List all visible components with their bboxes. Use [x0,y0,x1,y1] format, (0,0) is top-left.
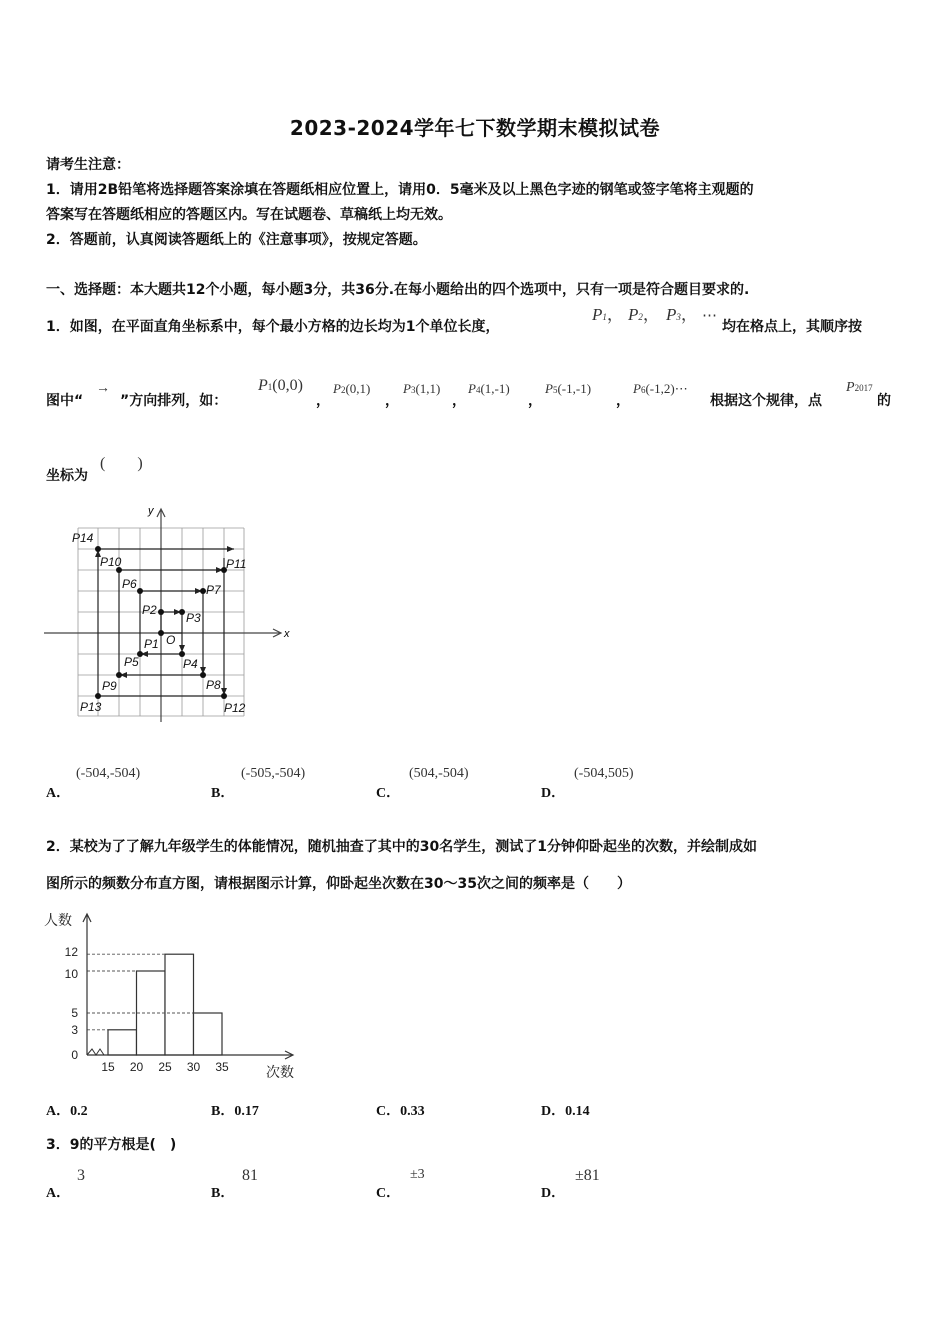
q1-p2: P2， [628,305,660,324]
q1-option-b-letter: B． [211,786,235,801]
p6-label: P6 [122,577,137,591]
hist-y-tick-5: 5 [71,1006,78,1020]
hist-x-tick-15: 15 [101,1060,115,1074]
p5-label: P5 [124,655,139,669]
hist-x-tick-30: 30 [186,1060,201,1074]
p14-label: P14 [72,531,94,545]
q1-option-a-letter: A． [46,786,71,801]
p2-label: P2 [142,603,157,617]
p8-label: P8 [206,678,221,692]
q2-histogram [40,905,305,1085]
p10-label: P10 [100,555,122,569]
p9-label: P9 [102,679,117,693]
q1-comma-1: ， [316,393,330,409]
hist-bar-20-25 [137,971,166,1055]
hist-axis-break-icon [87,1049,108,1055]
q2-option-d: D．0.14 [541,1104,590,1119]
q3-option-a-value: 3 [77,1167,85,1184]
hist-x-label: 次数 [266,1064,294,1080]
q1-paren: ( ) [100,455,143,472]
q1-p2017: P2017 [846,380,873,395]
q1-option-c-value: (504,-504) [409,766,469,781]
q1-coordinate-figure [40,500,300,725]
q1-text-a: 1．如图，在平面直角坐标系中，每个最小方格的边长均为1个单位长度， [46,319,500,335]
y-axis-label: y [148,505,154,517]
q3-option-d-value: ±81 [575,1167,600,1184]
q1-option-b-value: (-505,-504) [241,766,306,781]
hist-y-tick-12: 12 [64,945,78,960]
q1-text-b: 均在格点上，其顺序按 [722,319,862,335]
p1-label: P1 [144,637,159,651]
q2-option-c: C．0.33 [376,1104,425,1119]
q1-arrow: → [96,381,110,396]
q1-ellipsis: ⋯ [702,308,717,324]
p4-label: P4 [183,657,198,671]
q1-pt3: P3(1,1) [403,381,441,396]
hist-bar-25-30 [165,954,194,1055]
q3-text: 3．9的平方根是( ) [46,1137,177,1153]
q1-p1: P1， [592,305,624,324]
hist-y-label: 人数 [44,912,72,928]
q1-p3: P3， [666,305,698,324]
p11-label: P11 [226,557,247,571]
q2-line1: 2．某校为了了解九年级学生的体能情况，随机抽查了其中的30名学生，测试了1分钟仰卧起坐的次数，并绘制成如 [46,839,757,855]
q2-line2: 图所示的频数分布直方图，请根据图示计算，仰卧起坐次数在30～35次之间的频率是（ ） [46,876,631,892]
p13-label: P13 [80,700,102,714]
q3-option-c-value: ±3 [410,1167,425,1182]
q1-pt2: P2(0,1) [333,381,371,396]
q1-comma-4: ， [528,393,542,409]
notice-item2: 2．答题前，认真阅读答题纸上的《注意事项》，按规定答题。 [46,232,427,248]
hist-x-tick-20: 20 [129,1060,144,1074]
q1-option-c-letter: C． [376,786,401,801]
q2-option-a: A．0.2 [46,1104,88,1119]
q1-pt1: P1(0,0) [258,377,303,394]
q1-option-d-letter: D． [541,786,566,801]
notice-heading: 请考生注意： [46,157,130,173]
q1-comma-2: ， [385,393,399,409]
q3-option-d-letter: D． [541,1186,566,1201]
q1-pt5: P5(-1,-1) [545,381,592,396]
origin-label: O [166,633,176,647]
hist-x-tick-35: 35 [215,1060,229,1074]
q1-option-d-value: (-504,505) [574,766,634,781]
x-axis-label: x [284,628,290,640]
q1-comma-5: ， [616,393,630,409]
page-title: 2023-2024学年七下数学期末模拟试卷 [289,116,661,140]
q3-option-b-value: 81 [242,1167,258,1184]
p7-label: P7 [206,583,221,597]
hist-bar-15-20 [108,1030,137,1055]
hist-y-tick-3: 3 [71,1022,78,1037]
q3-option-a-letter: A． [46,1186,71,1201]
q2-option-b: B．0.17 [211,1104,259,1119]
section1-heading: 一、选择题：本大题共12个小题，每小题3分，共36分.在每小题给出的四个选项中，只有一项是符合题目要求的. [46,282,750,298]
q3-option-c-letter: C． [376,1186,401,1201]
q1-text-f: 的 [877,393,891,409]
q1-option-a-value: (-504,-504) [76,766,141,781]
q1-comma-3: ， [452,393,466,409]
hist-bar-30-35 [194,1013,223,1055]
q1-text-e: 根据这个规律，点 [710,393,822,409]
q1-text-d: ”方向排列，如： [120,393,228,409]
hist-y-tick-10: 10 [64,967,78,981]
p12-label: P12 [224,701,246,715]
hist-y-tick-0: 0 [71,1048,78,1062]
q1-text-g: 坐标为 [46,468,88,484]
p3-label: P3 [186,611,201,625]
hist-x-tick-25: 25 [158,1060,172,1074]
q1-pt4: P4(1,-1) [468,381,510,396]
notice-item1-line1: 1．请用2B铅笔将选择题答案涂填在答题纸相应位置上，请用0．5毫米及以上黑色字迹的钢笔或签字笔将主观题的 [46,182,754,198]
q1-pt6: P6(-1,2)⋯ [633,381,688,396]
q3-option-b-letter: B． [211,1186,235,1201]
notice-item1-line2: 答案写在答题纸相应的答题区内。写在试题卷、草稿纸上均无效。 [46,207,452,223]
q1-text-c: 图中“ [46,393,84,409]
